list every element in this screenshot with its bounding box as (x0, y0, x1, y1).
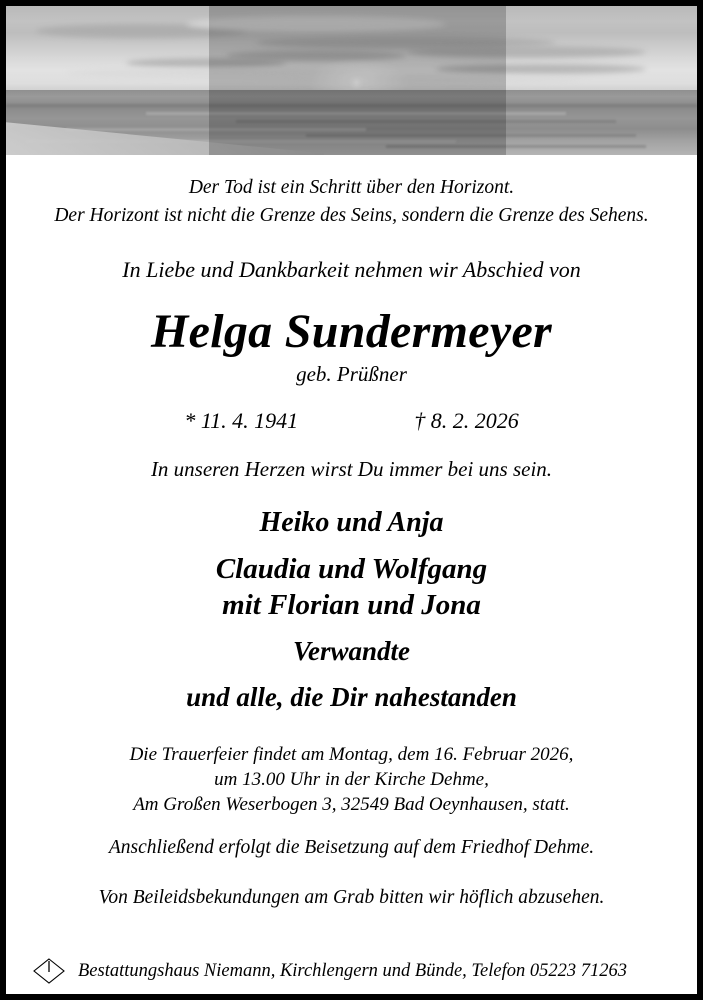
footer (6, 956, 697, 986)
cloud (186, 16, 446, 32)
burial-line: Anschließend erfolgt die Beisetzung auf dem Friedhof Dehme. (108, 837, 595, 858)
quote-line-1: Der Tod ist ein Schritt über den Horizont. (188, 177, 515, 198)
deceased-name: Helga Sundermeyer (150, 305, 553, 358)
quote (16, 174, 687, 230)
quote-line-2: Der Horizont ist nicht die Grenze des Seins, sondern die Grenze des Sehens. (54, 205, 649, 226)
service-line-3: Am Großen Weserbogen 3, 32549 Bad Oeynhausen, statt. (133, 794, 570, 815)
service-details (16, 742, 687, 817)
life-dates (16, 408, 687, 434)
memorial-line: In unseren Herzen wirst Du immer bei uns sein. (150, 457, 553, 481)
sun-icon (348, 76, 365, 89)
condolence-line: Von Beileidsbekundungen am Grab bitten wir höflich abzusehen. (98, 887, 605, 908)
mourners-list (16, 505, 687, 715)
service-line-2: um 13.00 Uhr in der Kirche Dehme, (214, 769, 489, 790)
death-date: † 8. 2. 2026 (414, 408, 519, 433)
mourner-line: Claudia und Wolfgang (215, 553, 488, 585)
sea (6, 90, 697, 155)
cloud (126, 58, 286, 68)
mourner-line: mit Florian und Jona (222, 589, 481, 621)
mourner-line: Heiko und Anja (259, 507, 444, 538)
funeral-home-info: Bestattungshaus Niemann, Kirchlengern und Bünde, Telefon 05223 71263 (78, 961, 627, 981)
cloud (436, 64, 646, 74)
maiden-name: geb. Prüßner (296, 362, 407, 386)
birth-date: * 11. 4. 1941 (184, 408, 299, 433)
mourner-line: Verwandte (292, 636, 411, 666)
header-photo (6, 6, 697, 155)
diamond-logo-icon (32, 956, 66, 986)
notice-body (6, 174, 697, 910)
service-line-1: Die Trauerfeier findet am Montag, dem 16. Februar 2026, (129, 744, 574, 765)
mourner-line: und alle, die Dir nahestanden (186, 682, 517, 712)
intro-line: In Liebe und Dankbarkeit nehmen wir Abschied von (122, 257, 581, 282)
cloud (406, 46, 646, 58)
